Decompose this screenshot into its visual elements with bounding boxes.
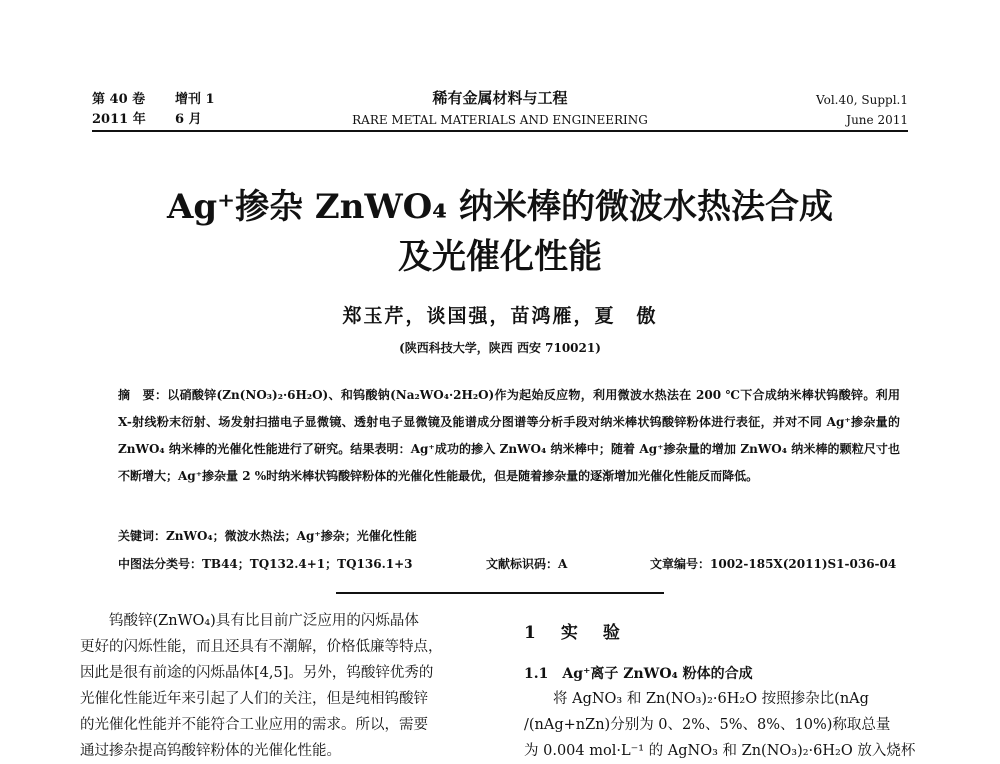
authors: 郑玉芹，谈国强，苗鸿雁，夏 傲 — [342, 305, 658, 327]
year-label: 2011 年 — [92, 112, 146, 127]
left-line-6: 通过掺杂提高钨酸锌粉体的光催化性能。 — [80, 743, 341, 759]
month-label: 6 月 — [175, 112, 202, 127]
right-column — [524, 686, 934, 764]
left-line-2: 更好的闪烁性能，而且还具有不潮解，价格低廉等特点， — [80, 639, 443, 655]
right-line-1: 将 AgNO₃ 和 Zn(NO₃)₂·6H₂O 按照掺杂比(nAg — [524, 691, 869, 707]
right-line-2: /(nAg+nZn)分别为 0、2%、5%、8%、10%)称取总量 — [524, 717, 891, 733]
header-rule — [92, 130, 908, 132]
date-en: June 2011 — [846, 113, 908, 127]
abstract-divider — [336, 592, 664, 594]
article-number: 文章编号：1002-185X(2011)S1-036-04 — [650, 557, 897, 571]
left-line-1: 钨酸锌(ZnWO₄)具有比目前广泛应用的闪烁晶体 — [80, 613, 419, 629]
abstract — [118, 382, 900, 490]
abstract-text: 以硝酸锌(Zn(NO₃)₂·6H₂O)、和钨酸钠(Na₂WO₄·2H₂O)作为起始反应物，利用微波水热法在 200 ℃下合成纳米棒状钨酸锌。利用 X-射线粉末衍射、场发射扫描电子显微镜、透射电子显微镜及能谱成分图谱等分析手段对纳米棒状钨酸锌粉体进行表征，并对不同 Ag⁺掺杂量的 ZnWO₄ 纳米棒的光催化性能进行了研究。结果表明：Ag⁺成功的掺入 ZnWO₄ 纳米棒中；随着 Ag⁺掺杂量的增加 ZnWO₄ 纳米棒的颗粒尺寸也不断增大；Ag⁺掺杂量 2 %时纳米棒状钨酸锌粉体的光催化性能最优，但是随着掺杂量的逐渐增加光催化性能反而降低。 — [118, 388, 900, 483]
volume-label: 第 40 卷 — [92, 92, 146, 107]
classification: 中图法分类号：TB44；TQ132.4+1；TQ136.1+3 — [118, 557, 413, 571]
keywords: 关键词：ZnWO₄；微波水热法；Ag⁺掺杂；光催化性能 — [118, 529, 417, 543]
left-line-4: 光催化性能近年来引起了人们的关注，但是纯相钨酸锌 — [80, 691, 428, 707]
left-line-3: 因此是很有前途的闪烁晶体[4,5]。另外，钨酸锌优秀的 — [80, 665, 434, 681]
right-line-3: 为 0.004 mol·L⁻¹ 的 AgNO₃ 和 Zn(NO₃)₂·6H₂O 放入烧杯 — [524, 743, 916, 759]
paper-title-line1: Ag⁺掺杂 ZnWO₄ 纳米棒的微波水热法合成 — [166, 187, 833, 227]
journal-title-en: RARE METAL MATERIALS AND ENGINEERING — [352, 113, 648, 127]
left-column — [80, 608, 488, 764]
document-code: 文献标识码：A — [486, 557, 568, 571]
issue-label: 增刊 1 — [175, 92, 215, 107]
left-line-5: 的光催化性能并不能符合工业应用的需求。所以，需要 — [80, 717, 428, 733]
section-heading-experiment: 1 实 验 — [524, 623, 624, 643]
paper-title-line2: 及光催化性能 — [398, 237, 602, 277]
journal-title-cn: 稀有金属材料与工程 — [432, 89, 568, 107]
subsection-heading-synthesis: 1.1 Ag⁺离子 ZnWO₄ 粉体的合成 — [524, 666, 753, 682]
abstract-label: 摘 要： — [118, 388, 168, 402]
volume-en: Vol.40, Suppl.1 — [816, 93, 908, 107]
affiliation: (陕西科技大学，陕西 西安 710021) — [399, 341, 601, 355]
